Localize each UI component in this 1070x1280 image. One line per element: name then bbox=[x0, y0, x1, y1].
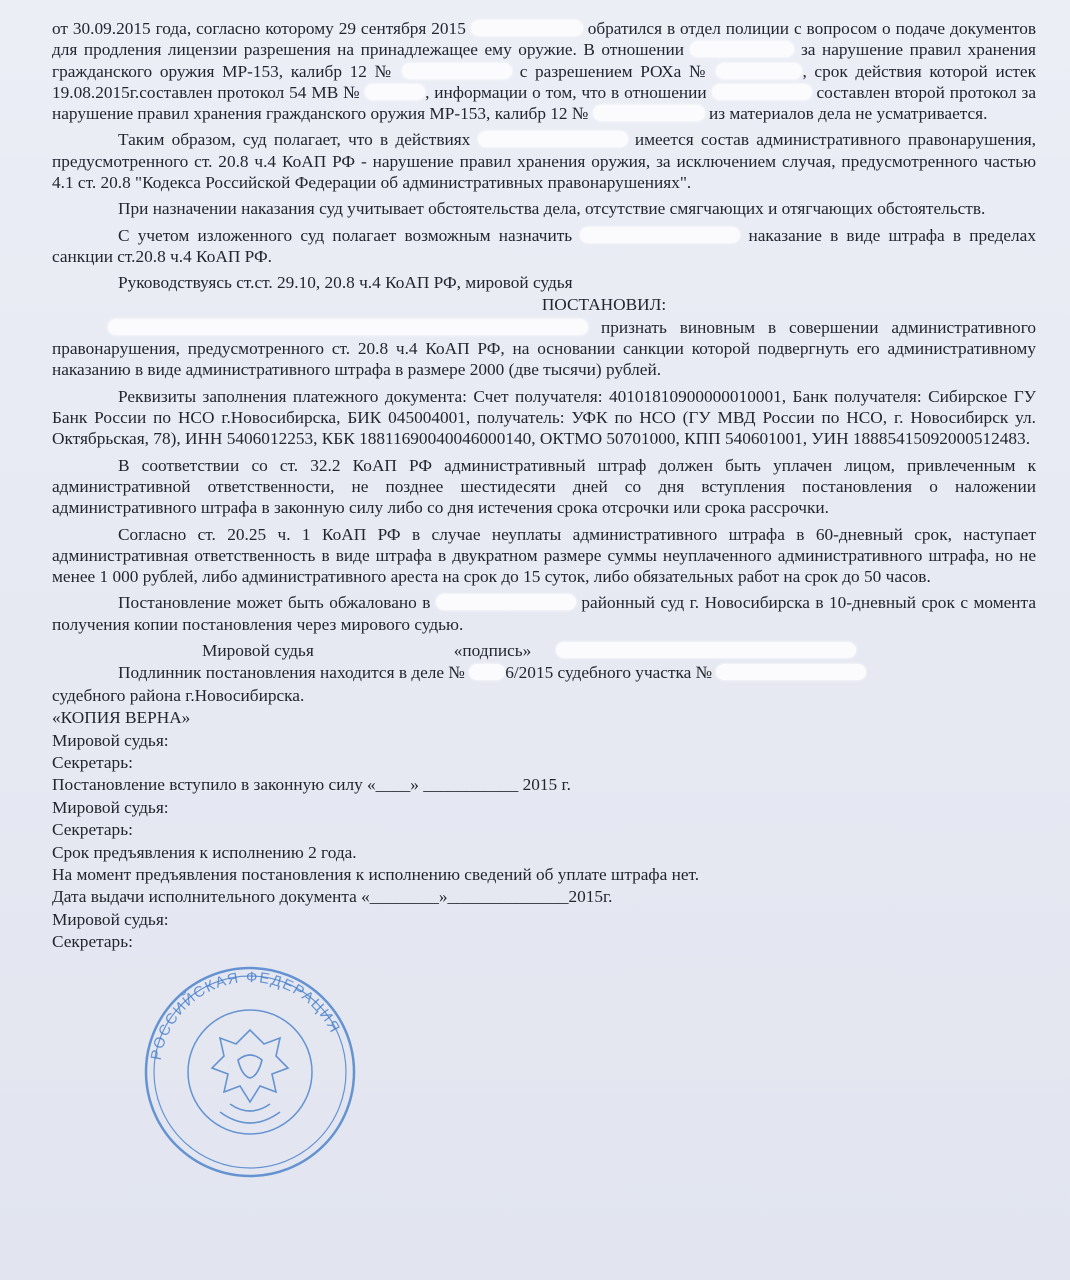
signature-line bbox=[52, 640, 1036, 662]
paragraph-7-payment-details: Реквизиты заполнения платежного документа: Счет получателя: 40101810900000010001, Банк получателя: Сибирское ГУ Банк России по НСО г.Новосибирска, БИК 045004001, получатель: УФК по НСО (ГУ МВД России по НСО, г. Новосибирск ул. Октябрьская, 78), ИНН 5406012253, КБК 18811690040046000140, ОКТМО 50701000, КПП 540601001, УИН 18885415092000512483. bbox=[52, 386, 1036, 449]
footer-line: Постановление вступило в законную силу «____» ___________ 2015 г. bbox=[52, 775, 571, 795]
text: признать виновным в совершении административного правонарушения, предусмотренного ст. 20.8 ч.4 КоАП РФ, на основании санкции которой подвергнуть его административному наказанию в виде административного штрафа в размере 2000 (две тысячи) рублей. bbox=[52, 317, 1036, 380]
text: имеется состав административного правонарушения, предусмотренного ст. 20.8 ч.4 КоАП РФ - нарушение правил хранения оружия, за исключением случая, предусмотренного частью 4.1 ст. 20.8 "Кодекса Российской Федерации об административных правонарушениях". bbox=[52, 130, 1036, 193]
paragraph-10 bbox=[52, 592, 1036, 635]
document-body bbox=[52, 18, 1036, 954]
footer-block bbox=[52, 707, 1036, 953]
svg-text:РОССИЙСКАЯ ФЕДЕРАЦИЯ bbox=[148, 969, 344, 1062]
redaction-block bbox=[478, 131, 628, 147]
text: Постановление может быть обжаловано в bbox=[118, 593, 431, 613]
footer-line: «КОПИЯ ВЕРНА» bbox=[52, 708, 191, 728]
redaction-block bbox=[556, 642, 856, 658]
redaction-block bbox=[365, 84, 425, 100]
paragraph-8: В соответствии со ст. 32.2 КоАП РФ административный штраф должен быть уплачен лицом, привлеченным к административной ответственности, не позднее шестидесяти дней со дня вступления постановления о наложении административного штрафа в законную силу либо со дня истечения срока отсрочки или срока рассрочки. bbox=[52, 455, 1036, 518]
text: районный суд г. Новосибирска в 10-дневный срок с момента получения копии постановления через мирового судью. bbox=[52, 593, 1036, 634]
redaction-block bbox=[716, 664, 866, 680]
redaction-block bbox=[436, 594, 576, 610]
text: от 30.09.2015 года, согласно которому 29 сентября 2015 bbox=[52, 19, 466, 38]
text: 6/2015 судебного участка № bbox=[505, 663, 713, 683]
redaction-block bbox=[712, 84, 812, 100]
redaction-block bbox=[690, 41, 794, 57]
text: обратился в отдел полиции с вопросом о подаче документов для продления лицензии разрешения на принадлежащее ему оружие. В отношении bbox=[52, 19, 1036, 60]
redaction-block bbox=[469, 664, 505, 680]
paragraph-4 bbox=[52, 225, 1036, 268]
redaction-block bbox=[716, 63, 802, 79]
redaction-block bbox=[580, 227, 740, 243]
paragraph-1 bbox=[52, 18, 1036, 124]
footer-line: Мировой судья: bbox=[52, 730, 169, 750]
paragraph-5: Руководствуясь ст.ст. 29.10, 20.8 ч.4 КоАП РФ, мировой судья bbox=[118, 273, 573, 293]
redaction-block bbox=[402, 63, 512, 79]
court-stamp bbox=[120, 952, 380, 1192]
paragraph-11-line-2: судебного района г.Новосибирска. bbox=[52, 685, 305, 705]
paragraph-2 bbox=[52, 129, 1036, 193]
text: наказание в виде штрафа в пределах санкции ст.20.8 ч.4 КоАП РФ. bbox=[52, 225, 1036, 266]
footer-line: Секретарь: bbox=[52, 753, 133, 773]
footer-line: Мировой судья: bbox=[52, 797, 169, 817]
text: С учетом изложенного суд полагает возможным назначить bbox=[118, 225, 573, 245]
redaction-block bbox=[471, 20, 583, 36]
text: , срок действия которой истек 19.08.2015г.составлен протокол 54 МВ № bbox=[52, 61, 1036, 102]
footer-line: Секретарь: bbox=[52, 932, 133, 952]
text: с разрешением РОХа № bbox=[519, 61, 709, 81]
footer-line: Секретарь: bbox=[52, 820, 133, 840]
paragraph-11 bbox=[52, 662, 1036, 684]
paragraph-3: При назначении наказания суд учитывает обстоятельства дела, отсутствие смягчающих и отягчающих обстоятельств. bbox=[118, 199, 986, 219]
text: Таким образом, суд полагает, что в действиях bbox=[118, 130, 471, 150]
footer-line: Мировой судья: bbox=[52, 909, 169, 929]
stamp-seal-icon bbox=[120, 952, 380, 1192]
footer-line: Дата выдачи исполнительного документа «________»______________2015г. bbox=[52, 887, 613, 907]
paragraph-6 bbox=[52, 317, 1036, 381]
text: за нарушение правил хранения гражданского оружия МР-153, калибр 12 № bbox=[52, 40, 1036, 81]
redaction-block bbox=[108, 319, 588, 335]
footer-line: На момент предъявления постановления к исполнению сведений об уплате штрафа нет. bbox=[52, 865, 700, 885]
text: составлен второй протокол за нарушение правил хранения гражданского оружия МР-153, калибр 12 № bbox=[52, 82, 1037, 124]
text: Подлинник постановления находится в деле № bbox=[118, 663, 465, 683]
redaction-block bbox=[593, 105, 705, 121]
ruling-heading: ПОСТАНОВИЛ: bbox=[541, 294, 667, 314]
signature-label: Мировой судья bbox=[202, 641, 314, 661]
text: из материалов дела не усматривается. bbox=[709, 104, 988, 124]
text: , информации о том, что в отношении bbox=[425, 82, 707, 102]
paragraph-9: Согласно ст. 20.25 ч. 1 КоАП РФ в случае неуплаты административного штрафа в 60-дневный срок, наступает административная ответственность в виде штрафа в двукратном размере суммы неуплаченного административного штрафа, но не менее 1 000 рублей, либо административного ареста на срок до 15 суток, либо обязательных работ на срок до 50 часов. bbox=[52, 524, 1036, 587]
footer-line: Срок предъявления к исполнению 2 года. bbox=[52, 842, 357, 862]
signature-value: «подпись» bbox=[453, 641, 532, 661]
stamp-text: РОССИЙСКАЯ ФЕДЕРАЦИЯ bbox=[147, 968, 344, 1062]
